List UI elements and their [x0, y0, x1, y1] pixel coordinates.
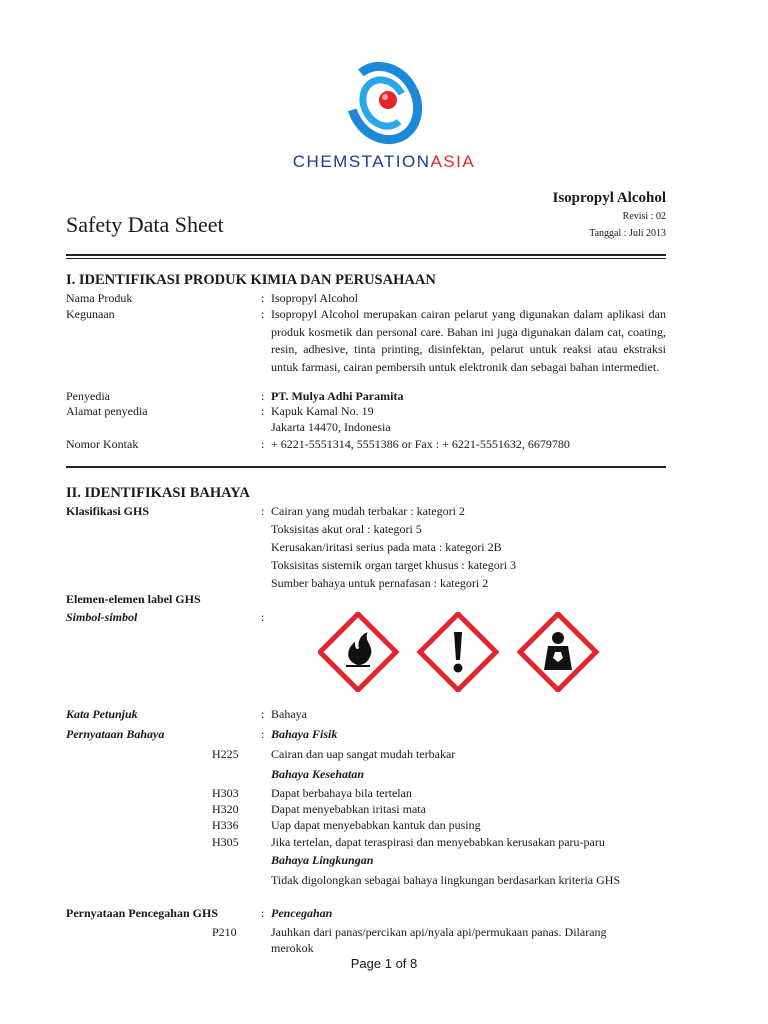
environment-hazard-heading: Bahaya Lingkungan	[271, 853, 374, 867]
environment-hazard-text: Tidak digolongkan sebagai bahaya lingkungan berdasarkan kriteria GHS	[271, 873, 621, 887]
chemstation-emblem-icon	[344, 58, 424, 148]
hazard-code: H225	[212, 747, 239, 761]
brand-part1: CHEMSTATION	[292, 152, 431, 171]
header-divider	[66, 254, 666, 256]
ghs-pictograms	[318, 612, 618, 697]
address-label: Alamat penyedia	[66, 404, 148, 418]
hazard-code: H320	[212, 802, 239, 816]
exclamation-pictogram-icon	[420, 614, 496, 690]
health-hazard-heading: Bahaya Kesehatan	[271, 767, 365, 781]
section-2-title: II. IDENTIFIKASI BAHAYA	[66, 485, 250, 501]
ghs-classification-label: Klasifikasi GHS	[66, 504, 150, 518]
ghs-item: Kerusakan/iritasi serius pada mata : kategori 2B	[271, 540, 502, 554]
usage-value: Isopropyl Alcohol merupakan cairan pelarut yang digunakan dalam aplikasi dan produk kosmetik dan personal care. Bahan ini juga digunakan dalam cat, coating, resin, adhesive, tinta printing, disinfektan, pelarut untuk reaksi atau ekstraksi untuk farmasi, cairan pembersih untuk elektronik dan sebagai bahan intermediet.	[271, 307, 666, 374]
signal-word-value: Bahaya	[271, 707, 307, 721]
precaution-text: Jauhkan dari panas/percikan api/nyala api/permukaan panas. Dilarang merokok	[271, 925, 607, 955]
address-line-2: Jakarta 14470, Indonesia	[271, 420, 391, 434]
section-1-title: I. IDENTIFIKASI PRODUK KIMIA DAN PERUSAHAAN	[66, 272, 436, 288]
contact-value: + 6221-5551314, 5551386 or Fax : + 6221-5551632, 6679780	[271, 437, 570, 451]
ghs-item: Cairan yang mudah terbakar : kategori 2	[271, 504, 465, 518]
company-logo	[0, 58, 768, 172]
header-divider-thin	[66, 258, 666, 259]
hazard-text: Dapat berbahaya bila tertelan	[271, 786, 412, 800]
product-title: Isopropyl Alcohol	[552, 190, 666, 206]
hazard-text: Jika tertelan, dapat teraspirasi dan menyebabkan kerusakan paru-paru	[271, 835, 605, 849]
hazard-code: H336	[212, 818, 239, 832]
hazard-text: Uap dapat menyebabkan kantuk dan pusing	[271, 818, 481, 832]
document-title: Safety Data Sheet	[66, 212, 224, 237]
hazard-text: Dapat menyebabkan iritasi mata	[271, 802, 426, 816]
contact-label: Nomor Kontak	[66, 437, 139, 451]
usage-label: Kegunaan	[66, 307, 115, 321]
label-elements-heading: Elemen-elemen label GHS	[66, 592, 201, 606]
supplier-value: PT. Mulya Adhi Paramita	[271, 389, 404, 403]
product-name-label: Nama Produk	[66, 291, 133, 305]
hazard-code: H303	[212, 786, 239, 800]
signal-word-label: Kata Petunjuk	[66, 707, 138, 721]
symbols-label: Simbol-simbol	[66, 610, 138, 624]
ghs-item: Sumber bahaya untuk pernafasan : kategori 2	[271, 576, 489, 590]
section-divider	[66, 466, 666, 468]
revision-number: Revisi : 02	[622, 211, 666, 222]
hazard-code: H305	[212, 835, 239, 849]
brand-part2: ASIA	[430, 152, 476, 171]
issue-date: Tanggal : Juli 2013	[589, 228, 666, 239]
flame-pictogram-icon	[320, 614, 396, 690]
hazard-statement-label: Pernyataan Bahaya	[66, 727, 165, 741]
ghs-item: Toksisitas sistemik organ target khusus : kategori 3	[271, 558, 517, 572]
precaution-label: Pernyataan Pencegahan GHS	[66, 906, 218, 920]
supplier-label: Penyedia	[66, 389, 110, 403]
address-line-1: Kapuk Kamal No. 19	[271, 404, 374, 418]
brand-wordmark	[0, 152, 768, 172]
physical-hazard-heading: Bahaya Fisik	[271, 727, 338, 741]
ghs-item: Toksisitas akut oral : kategori 5	[271, 522, 422, 536]
hazard-text: Cairan dan uap sangat mudah terbakar	[271, 747, 456, 761]
product-name-value: Isopropyl Alcohol	[271, 291, 358, 305]
health-hazard-pictogram-icon	[520, 614, 596, 690]
prevention-heading: Pencegahan	[271, 906, 333, 920]
page-number: Page 1 of 8	[350, 956, 418, 971]
precaution-code: P210	[212, 925, 237, 939]
